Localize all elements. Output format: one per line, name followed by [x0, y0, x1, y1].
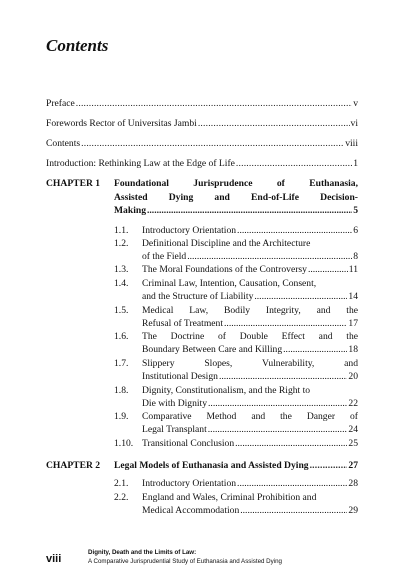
section-label: Criminal Law, Intention, Causation, Consent, — [142, 278, 317, 289]
section-page: 28 — [348, 478, 358, 489]
chapter-title-line: Making — [114, 205, 146, 216]
dot-leader — [237, 477, 347, 490]
toc-chapter-2[interactable] — [46, 459, 358, 472]
dot-leader — [208, 397, 347, 410]
chapter-title-line: Foundational Jurisprudence of Euthanasia, — [114, 178, 358, 189]
toc-entry-label: Preface — [46, 98, 75, 109]
dot-leader — [147, 204, 352, 218]
section-label: of the Field — [142, 251, 187, 262]
chapter-label: CHAPTER 2 — [46, 460, 101, 471]
chapter-title: Legal Models of Euthanasia and Assisted Dying — [114, 460, 309, 471]
section-label: Institutional Design — [142, 371, 218, 382]
section-number: 1.10. — [114, 438, 134, 449]
section-number: 1.7. — [114, 358, 129, 369]
section-page: 8 — [353, 251, 358, 262]
chapter-page: 27 — [348, 460, 358, 471]
section-page: 6 — [353, 225, 358, 236]
section-label: Boundary Between Care and Killing — [142, 344, 283, 355]
section-label: Definitional Discipline and the Architecture — [142, 238, 311, 249]
toc-entry-introduction[interactable] — [46, 157, 358, 170]
section-number: 2.2. — [114, 492, 129, 503]
page-title: Contents — [46, 36, 109, 55]
section-number: 1.5. — [114, 305, 129, 316]
chapter-title — [114, 177, 358, 218]
dot-leader — [81, 137, 344, 150]
dot-leader — [224, 317, 347, 330]
book-subtitle: A Comparative Jurisprudential Study of Euthanasia and Assisted Dying — [88, 558, 282, 565]
book-title: Dignity, Death and the Limits of Law: — [88, 549, 197, 556]
toc-entry-page: v — [353, 98, 358, 109]
dot-leader — [308, 263, 348, 276]
dot-leader — [310, 459, 348, 472]
section-label: Comparative Method and the Danger of — [142, 411, 358, 422]
section-page: 24 — [348, 424, 358, 435]
dot-leader — [235, 437, 347, 450]
section-page: 17 — [348, 318, 358, 329]
running-footer — [88, 548, 282, 566]
section-number: 1.6. — [114, 331, 129, 342]
toc-entry-page: 1 — [353, 158, 358, 169]
section-label: Transitional Conclusion — [142, 438, 235, 449]
section-label: Dignity, Constitutionalism, and the Right to — [142, 385, 311, 396]
section-page: 11 — [348, 264, 358, 275]
section-number: 1.1. — [114, 225, 129, 236]
dot-leader — [240, 504, 347, 517]
section-page: 14 — [348, 291, 358, 302]
dot-leader — [76, 97, 352, 110]
section-label: Legal Transplant — [142, 424, 207, 435]
section-label: Introductory Orientation — [142, 225, 237, 236]
section-page: 20 — [348, 371, 358, 382]
section-number: 1.9. — [114, 411, 129, 422]
page-number: viii — [46, 553, 62, 565]
toc-entry-page: vi — [350, 118, 358, 129]
section-number: 1.8. — [114, 385, 129, 396]
dot-leader — [208, 423, 348, 436]
section-label: Slippery Slopes, Vulnerability, and — [142, 358, 358, 369]
chapter-label: CHAPTER 1 — [46, 178, 101, 189]
toc-entry-page: viii — [345, 138, 358, 149]
chapter-page: 5 — [353, 205, 358, 216]
section-number: 1.3. — [114, 264, 129, 275]
dot-leader — [219, 370, 347, 383]
section-page: 18 — [348, 344, 358, 355]
dot-leader — [187, 250, 352, 263]
section-number: 1.2. — [114, 238, 129, 249]
section-label: and the Structure of Liability — [142, 291, 254, 302]
section-page: 22 — [348, 398, 358, 409]
section-number: 2.1. — [114, 478, 129, 489]
section-label: The Doctrine of Double Effect and the — [142, 331, 358, 342]
section-page: 25 — [348, 438, 358, 449]
dot-leader — [236, 157, 352, 170]
dot-leader — [198, 117, 350, 130]
dot-leader — [237, 224, 352, 237]
section-label: Medical Law, Bodily Integrity, and the — [142, 305, 358, 316]
section-label: Medical Accommodation — [142, 505, 240, 516]
page-footer — [46, 546, 366, 576]
dot-leader — [254, 290, 347, 303]
section-label: Refusal of Treatment — [142, 318, 224, 329]
toc-entry-label: Contents — [46, 138, 81, 149]
toc-entry-label: Introduction: Rethinking Law at the Edge of Life — [46, 158, 235, 169]
section-number: 1.4. — [114, 278, 129, 289]
toc-entry-contents[interactable] — [46, 137, 358, 150]
toc-entry-preface[interactable] — [46, 97, 358, 110]
toc-entry-label: Forewords Rector of Universitas Jambi — [46, 118, 197, 129]
chapter-title-line: Assisted Dying and End-of-Life Decision- — [114, 191, 358, 203]
toc-entry-forewords[interactable] — [46, 117, 358, 130]
section-label: Die with Dignity — [142, 398, 208, 409]
section-label: The Moral Foundations of the Controversy — [142, 264, 307, 275]
section-label: Introductory Orientation — [142, 478, 237, 489]
section-label: England and Wales, Criminal Prohibition and — [142, 492, 317, 503]
dot-leader — [283, 343, 347, 356]
section-page: 29 — [348, 505, 358, 516]
